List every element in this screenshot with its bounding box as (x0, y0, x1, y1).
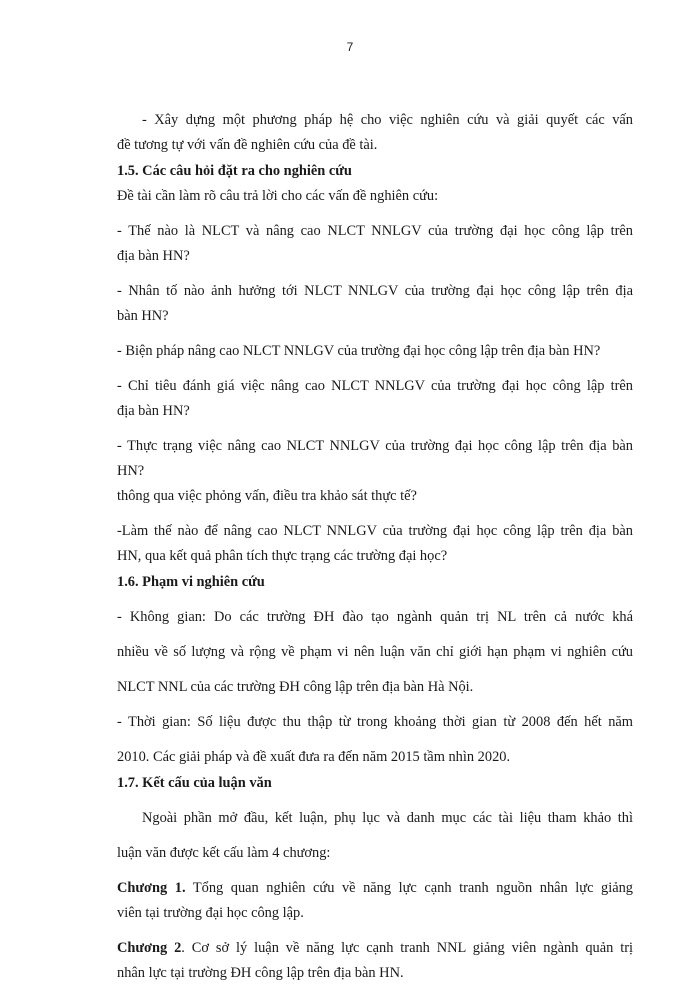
intro-line-2: đề tương tự với vấn đề nghiên cứu của đề tài. (117, 137, 378, 153)
chapter-1-line-1 (117, 876, 633, 901)
structure-para-line-2: luận văn được kết cấu làm 4 chương: (117, 845, 331, 861)
question-5-line-1: - Thực trạng việc nâng cao NLCT NNLGV của trường đại học công lập trên địa bàn (117, 438, 633, 454)
chapter-2-label: Chương 2 (117, 940, 182, 956)
document-body (117, 108, 633, 986)
question-4-line-2: địa bàn HN? (117, 403, 190, 419)
scope-time-line-2: 2010. Các giải pháp và đề xuất đưa ra đến năm 2015 tầm nhìn 2020. (117, 749, 511, 765)
intro-line-1: - Xây dựng một phương pháp hệ cho việc nghiên cứu và giải quyết các vấn (142, 112, 633, 128)
section-1-5-heading: 1.5. Các câu hỏi đặt ra cho nghiên cứu (117, 163, 352, 179)
scope-space-line-2: nhiều về số lượng và rộng về phạm vi nên luận văn chỉ giới hạn phạm vi nghiên cứu (117, 644, 633, 660)
scope-space-line-3: NLCT NNL của các trường ĐH công lập trên địa bàn Hà Nội. (117, 679, 474, 695)
question-1-line-1: - Thế nào là NLCT và nâng cao NLCT NNLGV của trường đại học công lập trên (117, 223, 633, 239)
question-4-line-1: - Chỉ tiêu đánh giá việc nâng cao NLCT NNLGV của trường đại học công lập trên (117, 378, 633, 394)
section-1-6-heading: 1.6. Phạm vi nghiên cứu (117, 574, 265, 590)
section-1-5-lead: Đề tài cần làm rõ câu trả lời cho các vấn đề nghiên cứu: (117, 188, 439, 204)
chapter-2-line-2: nhân lực tại trường ĐH công lập trên địa bàn HN. (117, 965, 404, 981)
question-5-line-3: thông qua việc phỏng vấn, điều tra khảo sát thực tế? (117, 488, 417, 504)
question-2-line-2: bàn HN? (117, 308, 169, 324)
section-1-7-heading: 1.7. Kết cấu của luận văn (117, 775, 272, 791)
question-5-line-2: HN? (117, 463, 145, 479)
question-6-line-1: -Làm thế nào để nâng cao NLCT NNLGV của trường đại học công lập trên địa bàn (117, 523, 633, 539)
page-number: 7 (346, 40, 354, 54)
scope-time-line-1: - Thời gian: Số liệu được thu thập từ trong khoảng thời gian từ 2008 đến hết năm (117, 714, 633, 730)
chapter-2-text: . Cơ sở lý luận về năng lực cạnh tranh NNL giảng viên ngành quản trị (181, 940, 633, 956)
chapter-1-text: Tổng quan nghiên cứu về năng lực cạnh tranh nguồn nhân lực giảng (185, 880, 633, 896)
question-3: - Biện pháp nâng cao NLCT NNLGV của trường đại học công lập trên địa bàn HN? (117, 343, 601, 359)
question-1-line-2: địa bàn HN? (117, 248, 190, 264)
chapter-2-line-1 (117, 936, 633, 961)
question-6-line-2: HN, qua kết quả phân tích thực trạng các trường đại học? (117, 548, 448, 564)
question-2-line-1: - Nhân tố nào ảnh hưởng tới NLCT NNLGV của trường đại học công lập trên địa (117, 283, 633, 299)
chapter-1-line-2: viên tại trường đại học công lập. (117, 905, 304, 921)
scope-space-line-1: - Không gian: Do các trường ĐH đào tạo ngành quản trị NL trên cả nước khá (117, 609, 633, 625)
structure-para-line-1: Ngoài phần mở đầu, kết luận, phụ lục và danh mục các tài liệu tham khảo thì (142, 810, 633, 826)
chapter-1-label: Chương 1. (117, 880, 186, 896)
